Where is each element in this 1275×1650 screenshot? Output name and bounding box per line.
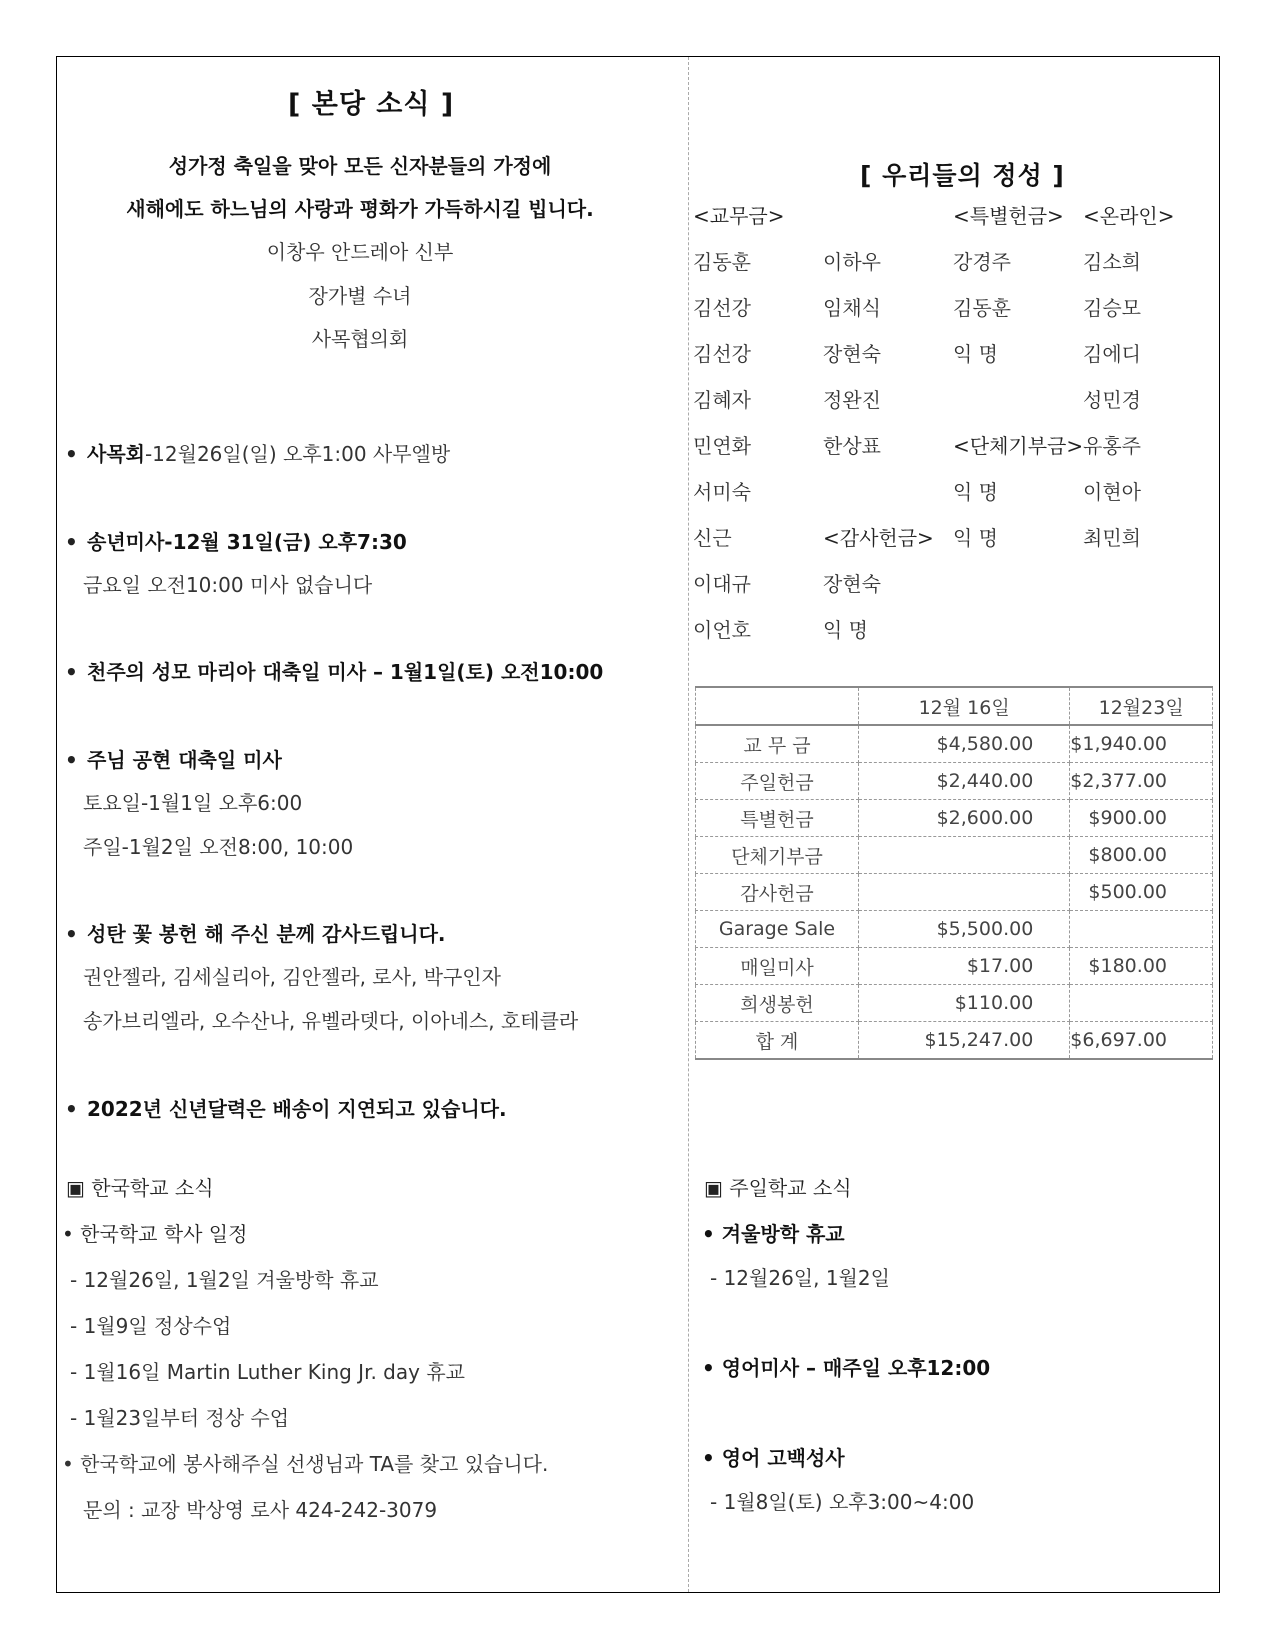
gyomu-name: 이대규 xyxy=(693,572,751,596)
thanksgiving-name: 장현숙 xyxy=(823,572,881,596)
header-group-donation: <단체기부금> xyxy=(953,434,1084,458)
offerings-title: [ 우리들의 정성 ] xyxy=(860,161,1065,190)
school-schedule-1: - 12월26일, 1월2일 겨울방학 휴교 xyxy=(70,1268,379,1292)
row-label: 주일헌금 xyxy=(696,763,859,800)
table-row xyxy=(696,763,1213,800)
epiphany-sunday: 주일-1월2일 오전8:00, 10:00 xyxy=(83,835,354,859)
gyomu-name: 한상표 xyxy=(823,434,881,458)
table-row xyxy=(696,985,1213,1022)
school-schedule-2: - 1월9일 정상수업 xyxy=(70,1314,232,1338)
table-row xyxy=(696,911,1213,948)
special-name: 강경주 xyxy=(953,250,1011,274)
table-total-row xyxy=(696,1022,1213,1060)
greeting-priest: 이창우 안드레아 신부 xyxy=(266,240,454,264)
gyomu-name: 김동훈 xyxy=(693,250,751,274)
amount-dec16 xyxy=(859,837,1070,874)
gyomu-name: 민연화 xyxy=(693,434,751,458)
table-row xyxy=(696,800,1213,837)
column-divider xyxy=(688,57,689,1592)
table-header-row xyxy=(696,687,1213,725)
mary-solemnity-item: • 천주의 성모 마리아 대축일 미사 – 1월1일(토) 오전10:00 xyxy=(65,660,604,684)
amount-dec23 xyxy=(1070,985,1213,1022)
teacher-recruit-bullet: • 한국학교에 봉사해주실 선생님과 TA를 찾고 있습니다. xyxy=(62,1452,549,1476)
special-name: 김동훈 xyxy=(953,296,1011,320)
sunday-school-heading: ▣ 주일학교 소식 xyxy=(704,1176,852,1200)
winter-break-dates: - 12월26일, 1월2일 xyxy=(710,1266,890,1290)
row-label: 단체기부금 xyxy=(696,837,859,874)
amount-dec23: $900.00 xyxy=(1070,800,1213,837)
gyomu-name: 서미숙 xyxy=(693,480,751,504)
online-name: 이현아 xyxy=(1083,480,1141,504)
flower-donors-2: 송가브리엘라, 오수산나, 유벨라뎃다, 이아네스, 호테클라 xyxy=(83,1009,579,1033)
amount-dec23: $2,377.00 xyxy=(1070,763,1213,800)
table-row xyxy=(696,837,1213,874)
winter-break-bullet: • 겨울방학 휴교 xyxy=(702,1222,845,1246)
korean-school-schedule-bullet: • 한국학교 학사 일정 xyxy=(62,1222,248,1246)
pastoral-meeting-item: • 사목회-12월26일(일) 오후1:00 사무엘방 xyxy=(65,442,451,466)
header-special: <특별헌금> xyxy=(953,204,1064,228)
flower-donors-1: 권안젤라, 김세실리아, 김안젤라, 로사, 박구인자 xyxy=(83,965,501,989)
row-label: 특별헌금 xyxy=(696,800,859,837)
table-header-cell: 12월 16일 xyxy=(859,687,1070,725)
total-dec23: $6,697.00 xyxy=(1070,1022,1213,1060)
row-label: 교 무 금 xyxy=(696,725,859,763)
header-thanksgiving: <감사헌금> xyxy=(823,526,934,550)
christmas-flowers-item: • 성탄 꽃 봉헌 해 주신 분께 감사드립니다. xyxy=(65,922,446,946)
thanksgiving-name: 익 명 xyxy=(823,618,868,642)
table-row xyxy=(696,725,1213,763)
row-label: Garage Sale xyxy=(696,911,859,948)
table-header-cell: 12월23일 xyxy=(1070,687,1213,725)
header-online: <온라인> xyxy=(1083,204,1175,228)
special-name: 익 명 xyxy=(953,342,998,366)
table-header-cell xyxy=(696,687,859,725)
online-name: 김에디 xyxy=(1083,342,1141,366)
amount-dec16: $5,500.00 xyxy=(859,911,1070,948)
parish-news-title: [ 본당 소식 ] xyxy=(288,89,455,120)
total-dec16: $15,247.00 xyxy=(859,1022,1070,1060)
calendar-delay-item: • 2022년 신년달력은 배송이 지연되고 있습니다. xyxy=(65,1097,507,1121)
amount-dec16: $4,580.00 xyxy=(859,725,1070,763)
gyomu-name: 정완진 xyxy=(823,388,881,412)
online-name: 성민경 xyxy=(1083,388,1141,412)
amount-dec23: $800.00 xyxy=(1070,837,1213,874)
row-label: 감사헌금 xyxy=(696,874,859,911)
amount-dec23: $180.00 xyxy=(1070,948,1213,985)
amount-dec16 xyxy=(859,874,1070,911)
amount-dec23: $1,940.00 xyxy=(1070,725,1213,763)
table-row xyxy=(696,874,1213,911)
table-row xyxy=(696,948,1213,985)
greeting-sister: 장가별 수녀 xyxy=(308,284,412,308)
year-end-mass-item: • 송년미사-12월 31일(금) 오후7:30 xyxy=(65,530,407,554)
epiphany-saturday: 토요일-1월1일 오후6:00 xyxy=(83,791,303,815)
group-donation-name: 익 명 xyxy=(953,480,998,504)
gyomu-name: 김혜자 xyxy=(693,388,751,412)
greeting-line-1: 성가정 축일을 맞아 모든 신자분들의 가정에 xyxy=(168,154,552,178)
online-name: 최민희 xyxy=(1083,526,1141,550)
greeting-line-2: 새해에도 하느님의 사랑과 평화가 가득하시길 빕니다. xyxy=(126,197,594,221)
header-gyomu: <교무금> xyxy=(693,204,785,228)
amount-dec23: $500.00 xyxy=(1070,874,1213,911)
amount-dec16: $110.00 xyxy=(859,985,1070,1022)
gyomu-name: 신근 xyxy=(693,526,732,550)
amount-dec16: $2,440.00 xyxy=(859,763,1070,800)
gyomu-name: 장현숙 xyxy=(823,342,881,366)
greeting-council: 사목협의회 xyxy=(311,327,409,351)
online-name: 유홍주 xyxy=(1083,434,1141,458)
amount-dec16: $17.00 xyxy=(859,948,1070,985)
row-label: 희생봉헌 xyxy=(696,985,859,1022)
english-confession-time: - 1월8일(토) 오후3:00~4:00 xyxy=(710,1490,975,1514)
english-mass-bullet: • 영어미사 – 매주일 오후12:00 xyxy=(702,1356,991,1380)
gyomu-name: 이하우 xyxy=(823,250,881,274)
offerings-table xyxy=(695,686,1213,1060)
school-schedule-4: - 1월23일부터 정상 수업 xyxy=(70,1406,290,1430)
group-donation-name: 익 명 xyxy=(953,526,998,550)
total-label: 합 계 xyxy=(696,1022,859,1060)
row-label: 매일미사 xyxy=(696,948,859,985)
online-name: 김승모 xyxy=(1083,296,1141,320)
gyomu-name: 이언호 xyxy=(693,618,751,642)
english-confession-bullet: • 영어 고백성사 xyxy=(702,1446,845,1470)
epiphany-mass-item: • 주님 공현 대축일 미사 xyxy=(65,748,282,772)
gyomu-name: 김선강 xyxy=(693,342,751,366)
gyomu-name: 임채식 xyxy=(823,296,881,320)
gyomu-name: 김선강 xyxy=(693,296,751,320)
amount-dec23 xyxy=(1070,911,1213,948)
online-name: 김소희 xyxy=(1083,250,1141,274)
school-schedule-3: - 1월16일 Martin Luther King Jr. day 휴교 xyxy=(70,1360,465,1384)
year-end-mass-note: 금요일 오전10:00 미사 없습니다 xyxy=(83,573,373,597)
amount-dec16: $2,600.00 xyxy=(859,800,1070,837)
korean-school-heading: ▣ 한국학교 소식 xyxy=(66,1176,214,1200)
school-contact: 문의 : 교장 박상영 로사 424-242-3079 xyxy=(83,1498,438,1522)
